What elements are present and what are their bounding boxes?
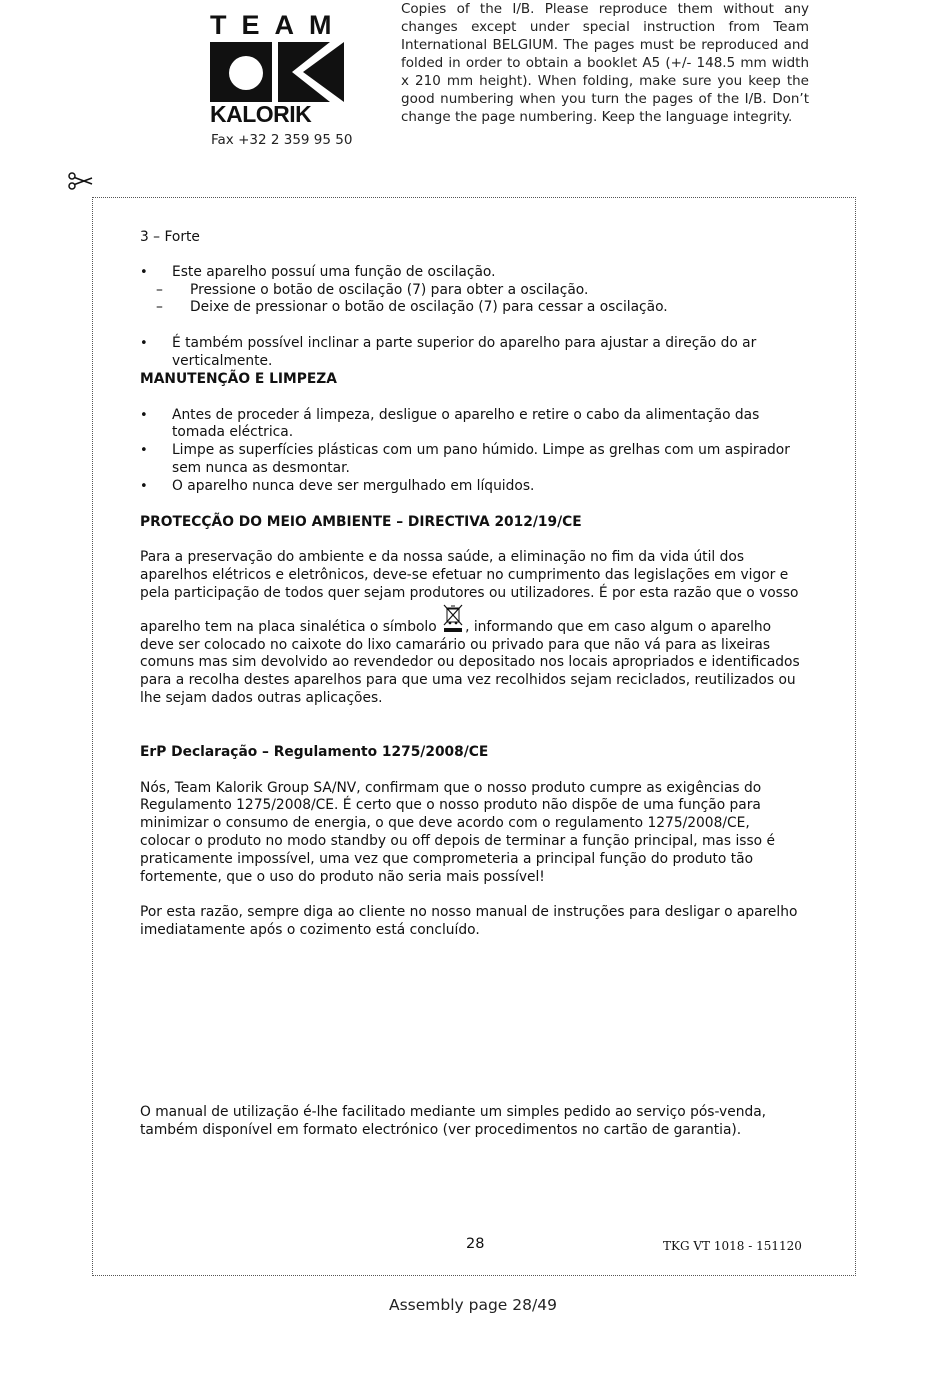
list-item: • O aparelho nunca deve ser mergulhado em líquidos. (140, 478, 802, 496)
oscillation-list (140, 264, 802, 317)
page-number: 28 (466, 1236, 485, 1252)
logo-team-text: TEAM (210, 10, 347, 40)
document-reference: TKG VT 1018 - 151120 (663, 1239, 802, 1253)
list-item: – Pressione o botão de oscilação (7) para obter a oscilação. (140, 282, 802, 300)
list-item: • Antes de proceder á limpeza, desligue o aparelho e retire o cabo da alimentação das tomada eléctrica. (140, 407, 802, 443)
fax-number: Fax +32 2 359 95 50 (211, 132, 353, 148)
oscillation-bullet: Este aparelho possuí uma função de oscilação. (172, 263, 496, 280)
weee-crossed-bin-icon (442, 603, 464, 633)
list-item: • Limpe as superfícies plásticas com um pano húmido. Limpe as grelhas com um aspirador sem nunca as desmontar. (140, 442, 802, 478)
maintenance-heading: MANUTENÇÃO E LIMPEZA (140, 370, 337, 387)
list-item: – Deixe de pressionar o botão de oscilação (7) para cessar a oscilação. (140, 299, 802, 317)
assembly-page-label: Assembly page 28/49 (389, 1296, 557, 1314)
page-content (140, 229, 802, 1140)
tilt-list (140, 335, 802, 371)
printing-instructions: Copies of the I/B. Please reproduce them without any changes except under special instruction from Team International BELGIUM. The pages must be reproduced and folded in order to obtain a booklet A5 (+/- 148.5 mm width x 210 mm height). When folding, make sure you keep the good numbering when you turn the pages of the I/B. Don’t change the page numbering. Keep the language integrity. (401, 1, 809, 125)
erp-heading: ErP Declaração – Regulamento 1275/2008/CE (140, 743, 489, 760)
oscillation-steps (140, 282, 802, 318)
maintenance-list (140, 407, 802, 496)
manual-availability-note: O manual de utilização é-lhe facilitado mediante um simples pedido ao serviço pós-venda, também disponível em formato electrónico (ver procedimentos no cartão de garantia). (140, 1103, 767, 1138)
environment-paragraph (140, 549, 802, 707)
list-item (140, 264, 802, 317)
scissors-icon (67, 171, 93, 191)
erp-paragraph-1: Nós, Team Kalorik Group SA/NV, confirmam que o nosso produto cumpre as exigências do Regulamento 1275/2008/CE. É certo que o nosso produto não dispõe de uma função para minimizar o consumo de energia, o que deve acordo com o regulamento 1275/2008/CE, colocar o produto no modo standby ou off depois de terminar a função principal, mas isso é praticamente impossível, uma vez que comprometeria a principal função do produto tão fortemente, que o uso do produto não seria mais possível! (140, 779, 775, 885)
erp-paragraph-2: Por esta razão, sempre diga ao cliente no nosso manual de instruções para desligar o aparelho imediatamente após o cozimento está concluído. (140, 904, 798, 939)
team-kalorik-logo (210, 12, 348, 126)
logo-kalorik-text: KALORIK (210, 101, 312, 127)
kalorik-k-mark-icon (210, 42, 344, 102)
environment-heading: PROTECÇÃO DO MEIO AMBIENTE – DIRECTIVA 2012/19/CE (140, 513, 582, 530)
list-item: • É também possível inclinar a parte superior do aparelho para ajustar a direção do ar verticalmente. (140, 335, 802, 371)
speed-setting-label: 3 – Forte (140, 229, 200, 245)
environment-text-after: , informando que em caso algum o aparelho deve ser colocado no caixote do lixo camarário ou privado para que não vá para as lixeiras comuns mas sim devolvido ao revendedor ou depositado nos locais apropriados e identificados para a recolha destes aparelhos para que uma vez recolhidos sejam reciclados, reutilizados ou lhe sejam dados outras aplicações. (140, 618, 800, 706)
environment-text-before: Para a preservação do ambiente e da nossa saúde, a eliminação no fim da vida útil dos aparelhos elétricos e eletrônicos, deve-se efetuar no cumprimento das legislações em vigor e pela participação de todos quer sejam produtores ou utilizadores. É por esta razão que o vosso aparelho tem na placa sinalética o símbolo (140, 549, 799, 635)
